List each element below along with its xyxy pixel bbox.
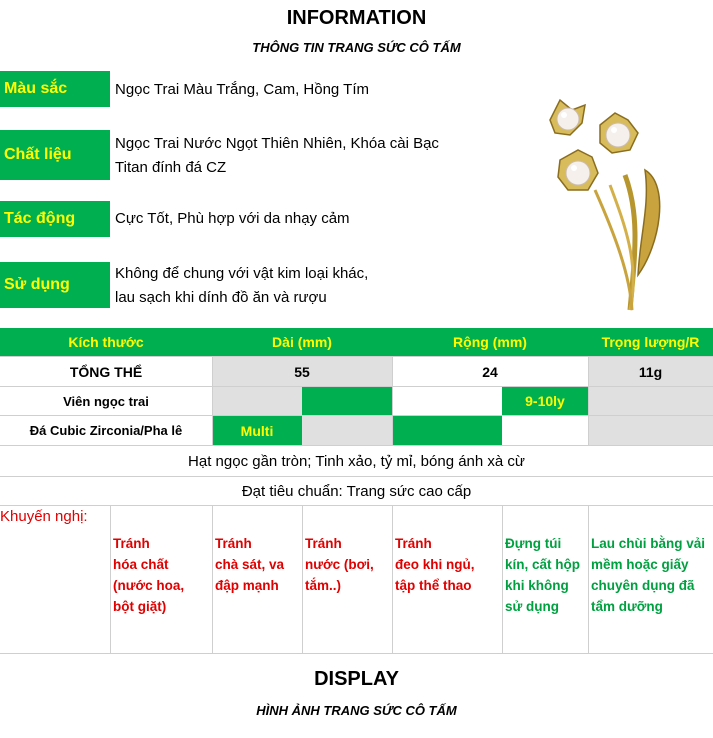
page-subtitle: THÔNG TIN TRANG SỨC CÔ TẤM [252,40,461,55]
recommendation-item: Tránh hóa chất (nước hoa, bột giặt) [113,536,185,614]
row-total-width: 24 [392,357,588,386]
row-stone-cell-2 [302,416,392,445]
attr-value-usage-line2: lau sạch khi dính đồ ăn và rượu [115,289,327,306]
attr-label-usage: Sử dụng [0,262,110,308]
row-total-weight: 11g [588,357,713,386]
attr-value-material-line2: Titan đính đá CZ [115,159,227,176]
table-header-size: Kích thước [68,334,144,350]
recommendation-item: Tránh nước (bơi, tắm..) [305,536,374,593]
recommendation-label: Khuyến nghị: [0,508,88,525]
table-header-weight: Trọng lượng/R [601,334,700,350]
attr-label-material: Chất liệu [0,130,110,180]
attr-label-color: Màu sắc [0,71,110,107]
table-header-width: Rộng (mm) [453,334,527,350]
attr-value-material [115,132,495,180]
row-pearl-label: Viên ngọc trai [0,387,212,415]
row-pearl-cell-5 [588,387,713,415]
row-stone-label: Đá Cubic Zirconia/Pha lê [0,416,212,445]
note-standard: Đạt tiêu chuẩn: Trang sức cao cấp [0,477,713,505]
row-total-length: 55 [212,357,392,386]
row-stone-cell-3 [392,416,502,445]
row-total-label: TỔNG THỂ [0,357,212,386]
row-pearl-cell-1 [212,387,302,415]
display-title: DISPLAY [314,668,399,690]
attr-value-usage [115,262,495,310]
table-header-length: Dài (mm) [272,334,332,350]
attr-value-usage-line1: Không để chung với vật kim loại khác, [115,265,369,282]
row-pearl-cell-2 [302,387,392,415]
attr-value-effect: Cực Tốt, Phù hợp với da nhạy cảm [115,210,350,227]
recommendation-item: Tránh đeo khi ngủ, tập thể thao [395,536,475,593]
row-pearl-size: 9-10ly [502,387,588,415]
row-pearl-cell-3 [392,387,502,415]
page-title: INFORMATION [286,7,427,29]
recommendation-item: Tránh chà sát, va đập mạnh [215,536,285,593]
row-stone-value: Multi [212,416,302,445]
note-pearl-quality: Hạt ngọc gần tròn; Tinh xảo, tỷ mỉ, bóng ánh xà cừ [0,446,713,476]
recommendation-item: Đựng túi kín, cất hộp khi không sử dụng [505,536,581,614]
row-stone-cell-5 [588,416,713,445]
attr-value-material-line1: Ngọc Trai Nước Ngọt Thiên Nhiên, Khóa cài Bạc [115,135,439,152]
attr-value-color: Ngọc Trai Màu Trắng, Cam, Hồng Tím [115,81,369,98]
pearl-flower-brooch-image [530,95,680,315]
attr-label-effect: Tác động [0,201,110,237]
recommendation-item: Lau chùi bằng vải mềm hoặc giấy chuyên dụng đã tẩm dưỡng [591,536,706,614]
row-stone-cell-4 [502,416,588,445]
display-subtitle: HÌNH ẢNH TRANG SỨC CÔ TẤM [256,703,457,718]
